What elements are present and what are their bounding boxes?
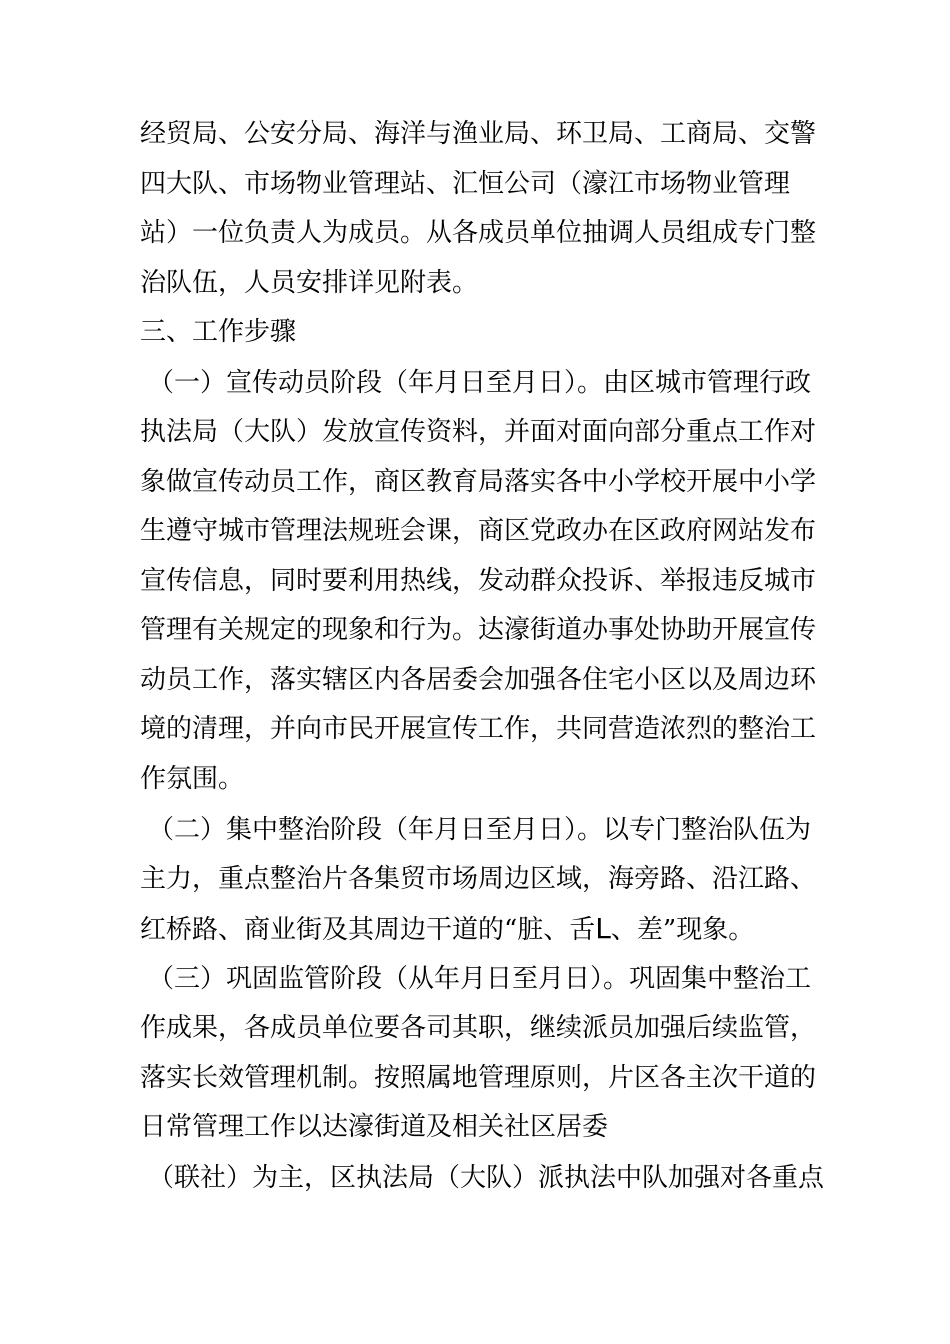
text-line: 境的清理，并向市民开展宣传工作，共同营造浓烈的整治工 — [140, 714, 817, 744]
text-line: 站）一位负责人为成员。从各成员单位抽调人员组成专门整 — [140, 218, 817, 248]
text-segment: 红桥路、商业街及其周边干道的“脏、舌 — [140, 915, 596, 945]
text-line: （一）宣传动员阶段（年月日至月日）。由区城市管理行政 — [148, 368, 812, 398]
text-line: 主力，重点整治片各集贸市场周边区域，海旁路、沿江路、 — [140, 864, 817, 894]
text-segment: 、差”现象。 — [610, 915, 755, 945]
text-line: 象做宣传动员工作，商区教育局落实各中小学校开展中小学 — [140, 467, 817, 497]
text-line: （联社）为主，区执法局（大队）派执法中队加强对各重点 — [148, 1163, 825, 1193]
text-line: 治队伍，人员安排详见附表。 — [140, 268, 479, 298]
text-line: （三）巩固监管阶段（从年月日至月日）。巩固集中整治工 — [148, 964, 812, 994]
text-line: 动员工作，落实辖区内各居委会加强各住宅小区以及周边环 — [140, 665, 817, 695]
text-line: 执法局（大队）发放宣传资料，并面对面向部分重点工作对 — [140, 417, 817, 447]
text-segment-latin: L — [595, 912, 611, 945]
text-line: 经贸局、公安分局、海洋与渔业局、环卫局、工商局、交警 — [140, 119, 817, 149]
text-line: 宣传信息，同时要利用热线，发动群众投诉、举报违反城市 — [140, 566, 817, 596]
text-line: 作氛围。 — [140, 764, 245, 794]
text-line: 日常管理工作以达濠街道及相关社区居委 — [140, 1112, 609, 1142]
text-line: 落实长效管理机制。按照属地管理原则，片区各主次干道的 — [140, 1063, 817, 1093]
text-line: 生遵守城市管理法规班会课，商区党政办在区政府网站发布 — [140, 516, 817, 546]
text-line-mixed — [140, 909, 830, 949]
text-line: （二）集中整治阶段（年月日至月日）。以专门整治队伍为 — [148, 815, 812, 845]
section-heading: 三、工作步骤 — [140, 317, 297, 347]
text-line: 管理有关规定的现象和行为。达濠街道办事处协助开展宣传 — [140, 615, 817, 645]
text-line: 四大队、市场物业管理站、汇恒公司（濠江市场物业管理 — [140, 169, 791, 199]
text-line: 作成果，各成员单位要各司其职，继续派员加强后续监管， — [140, 1013, 817, 1043]
